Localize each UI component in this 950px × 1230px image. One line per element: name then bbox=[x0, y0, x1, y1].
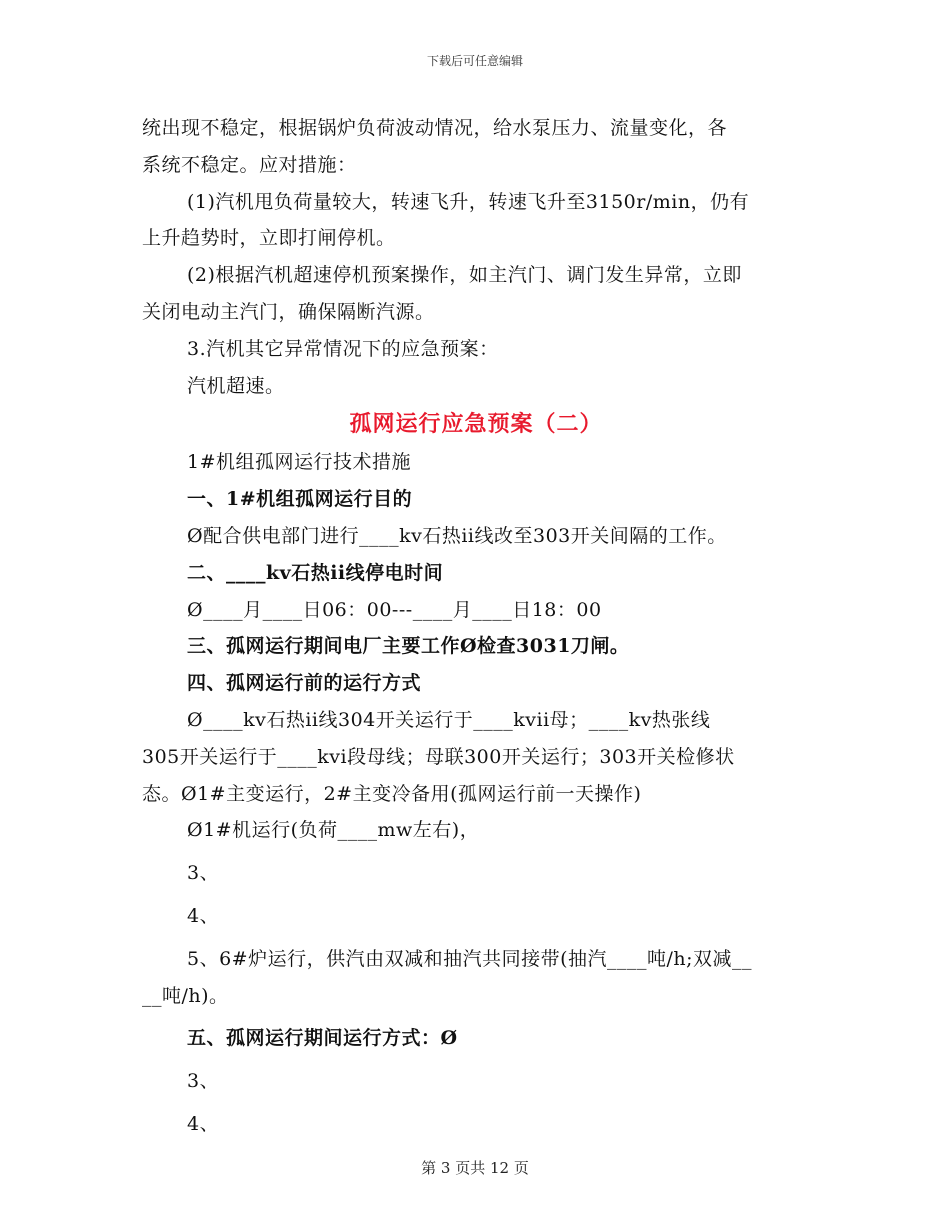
list-number: 3、 bbox=[187, 862, 220, 885]
bullet-line: Ø____kv石热ii线304开关运行于____kvii母；____kv热张线 bbox=[187, 708, 711, 731]
section-heading: 一、1#机组孤网运行目的 bbox=[187, 488, 413, 511]
subtitle-line: 1#机组孤网运行技术措施 bbox=[187, 451, 412, 474]
paragraph-line: 统出现不稳定，根据锅炉负荷波动情况，给水泵压力、流量变化，各 bbox=[142, 117, 728, 139]
document-body bbox=[142, 110, 810, 1143]
paragraph-line: 态。Ø1#主变运行，2#主变冷备用(孤网运行前一天操作) bbox=[142, 782, 642, 805]
section-heading: 二、____kv石热ii线停电时间 bbox=[187, 561, 444, 584]
document-title: 孤网运行应急预案（二） bbox=[349, 411, 603, 438]
paragraph-line: 系统不稳定。应对措施： bbox=[142, 153, 357, 176]
measure-item-2: (2)根据汽机超速停机预案操作，如主汽门、调门发生异常，立即 bbox=[187, 264, 742, 287]
list-item: 5、6#炉运行，供汽由双减和抽汽共同接带(抽汽____吨/h;双减__ bbox=[187, 947, 753, 970]
list-number: 4、 bbox=[187, 904, 220, 927]
section-heading: 五、孤网运行期间运行方式：Ø bbox=[187, 1027, 458, 1050]
paragraph-line: 305开关运行于____kvi段母线；母联300开关运行；303开关检修状 bbox=[142, 745, 735, 768]
list-number: 4、 bbox=[187, 1112, 220, 1135]
section-heading: 三、孤网运行期间电厂主要工作Ø检查3031刀闸。 bbox=[187, 635, 630, 658]
bullet-line: Ø配合供电部门进行____kv石热ii线改至303开关间隔的工作。 bbox=[187, 524, 727, 547]
measure-item-1: (1)汽机甩负荷量较大，转速飞升，转速飞升至3150r/min，仍有 bbox=[187, 190, 750, 213]
bullet-line: Ø____月____日06：00---____月____日18：00 bbox=[187, 598, 602, 621]
paragraph-line: 汽机超速。 bbox=[187, 374, 285, 397]
section-heading: 四、孤网运行前的运行方式 bbox=[187, 672, 422, 695]
page-footer: 第 3 页共 12 页 bbox=[421, 1159, 529, 1177]
list-number: 3、 bbox=[187, 1070, 220, 1093]
paragraph-line: 关闭电动主汽门，确保隔断汽源。 bbox=[142, 300, 435, 323]
bullet-line: Ø1#机运行(负荷____mw左右)， bbox=[187, 819, 480, 842]
paragraph-line: __吨/h)。 bbox=[142, 984, 229, 1007]
section-heading: 3.汽机其它异常情况下的应急预案： bbox=[187, 337, 499, 360]
page-header: 下载后可任意编辑 bbox=[426, 54, 523, 68]
paragraph-line: 上升趋势时，立即打闸停机。 bbox=[142, 227, 396, 250]
